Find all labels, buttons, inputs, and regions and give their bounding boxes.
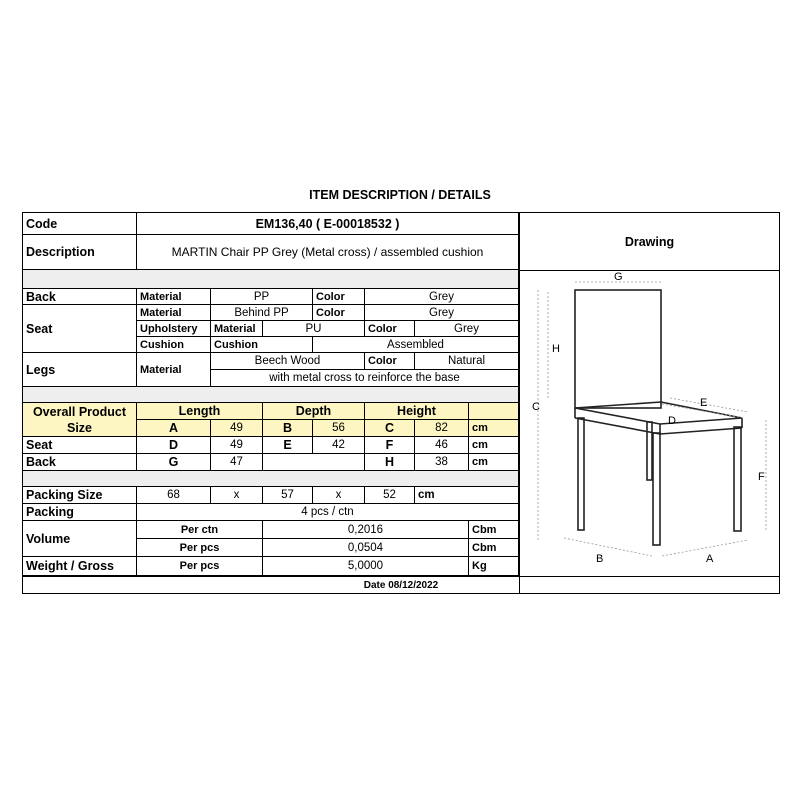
packing-length: 68 <box>137 487 211 504</box>
seat-size-label: Seat <box>23 437 137 454</box>
dim-d-value: 49 <box>211 437 263 454</box>
chair-seat <box>575 402 742 424</box>
seat-color-label: Color <box>313 305 365 321</box>
chair-leg <box>578 418 584 530</box>
spacer-row <box>23 387 519 403</box>
dim-h-letter: H <box>365 454 415 471</box>
volume-per-pcs-label: Per pcs <box>137 539 263 557</box>
chair-backrest <box>575 290 661 408</box>
dim-f-letter: F <box>365 437 415 454</box>
seat-color: Grey <box>365 305 519 321</box>
overall-size-label <box>23 403 137 437</box>
cushion-value: Assembled <box>313 337 519 353</box>
drawing-letter-d: D <box>668 415 676 427</box>
code-value: EM136,40 ( E-00018532 ) <box>137 213 519 235</box>
weight-per-pcs-label: Per pcs <box>137 557 263 576</box>
legs-note: with metal cross to reinforce the base <box>211 370 519 387</box>
drawing-letter-f: F <box>758 471 765 483</box>
dim-f-value: 46 <box>415 437 469 454</box>
seat-material: Behind PP <box>211 305 313 321</box>
description-value: MARTIN Chair PP Grey (Metal cross) / assembled cushion <box>137 235 519 270</box>
dim-g-letter: G <box>137 454 211 471</box>
chair-leg <box>653 433 660 545</box>
dim-g-value: 47 <box>211 454 263 471</box>
weight-label: Weight / Gross <box>23 557 137 576</box>
length-header: Length <box>137 403 263 420</box>
packing-value: 4 pcs / ctn <box>137 504 519 521</box>
volume-unit-pcs: Cbm <box>469 539 519 557</box>
drawing-letter-a: A <box>706 553 714 565</box>
drawing-letter-b: B <box>596 553 604 565</box>
packing-height: 52 <box>365 487 415 504</box>
drawing-letter-e: E <box>700 397 708 409</box>
volume-per-pcs: 0,0504 <box>263 539 469 557</box>
legs-label: Legs <box>23 353 137 387</box>
seat-unit: cm <box>469 437 519 454</box>
spacer-row <box>23 270 519 289</box>
dim-c-letter: C <box>365 420 415 437</box>
legs-material: Beech Wood <box>211 353 365 370</box>
packing-size-label: Packing Size <box>23 487 137 504</box>
upholstery-color: Grey <box>415 321 519 337</box>
dim-d-letter: D <box>137 437 211 454</box>
dim-b-letter: B <box>263 420 313 437</box>
chair-leg <box>647 422 652 480</box>
drawing-letter-c: C <box>532 401 540 413</box>
page-title: ITEM DESCRIPTION / DETAILS <box>309 188 491 202</box>
packing-unit: cm <box>415 487 519 504</box>
item-details-sheet <box>22 212 780 594</box>
description-label: Description <box>23 235 137 270</box>
cushion-label: Cushion <box>137 337 211 353</box>
spacer-row <box>23 471 519 487</box>
back-color: Grey <box>365 289 519 305</box>
height-header: Height <box>365 403 469 420</box>
unit-header <box>469 403 519 420</box>
overall-size-label-line2: Size <box>66 420 92 435</box>
drawing-letter-g: G <box>614 271 623 283</box>
packing-width: 57 <box>263 487 313 504</box>
back-label: Back <box>23 289 137 305</box>
packing-x1: x <box>211 487 263 504</box>
depth-header: Depth <box>263 403 365 420</box>
back-material: PP <box>211 289 313 305</box>
legs-material-label: Material <box>137 353 211 387</box>
back-unit: cm <box>469 454 519 471</box>
date-footer: Date 08/12/2022 <box>23 576 779 594</box>
volume-per-ctn: 0,2016 <box>263 521 469 539</box>
seat-label: Seat <box>23 305 137 353</box>
overall-unit: cm <box>469 420 519 437</box>
dim-a-value: 49 <box>211 420 263 437</box>
legs-color-label: Color <box>365 353 415 370</box>
dim-e-letter: E <box>263 437 313 454</box>
dim-h-value: 38 <box>415 454 469 471</box>
upholstery-label: Upholstery <box>137 321 211 337</box>
volume-unit-ctn: Cbm <box>469 521 519 539</box>
drawing-label: Drawing <box>520 213 779 271</box>
legs-color: Natural <box>415 353 519 370</box>
weight-value: 5,0000 <box>263 557 469 576</box>
weight-unit: Kg <box>469 557 519 576</box>
chair-drawing <box>520 270 778 576</box>
dim-c-value: 82 <box>415 420 469 437</box>
empty-cell <box>263 454 365 471</box>
chair-leg <box>734 427 741 531</box>
upholstery-material-label: Material <box>211 321 263 337</box>
dim-a-letter: A <box>137 420 211 437</box>
back-material-label: Material <box>137 289 211 305</box>
volume-label: Volume <box>23 521 137 557</box>
back-color-label: Color <box>313 289 365 305</box>
drawing-panel <box>519 213 779 593</box>
dim-b-value: 56 <box>313 420 365 437</box>
packing-x2: x <box>313 487 365 504</box>
volume-per-ctn-label: Per ctn <box>137 521 263 539</box>
upholstery-material: PU <box>263 321 365 337</box>
seat-material-label: Material <box>137 305 211 321</box>
overall-size-label-line1: Overall Product <box>32 404 127 419</box>
upholstery-color-label: Color <box>365 321 415 337</box>
drawing-letter-h: H <box>552 343 560 355</box>
code-label: Code <box>23 213 137 235</box>
packing-label: Packing <box>23 504 137 521</box>
dim-e-value: 42 <box>313 437 365 454</box>
details-table <box>23 213 519 593</box>
back-size-label: Back <box>23 454 137 471</box>
cushion-sub-label: Cushion <box>211 337 313 353</box>
